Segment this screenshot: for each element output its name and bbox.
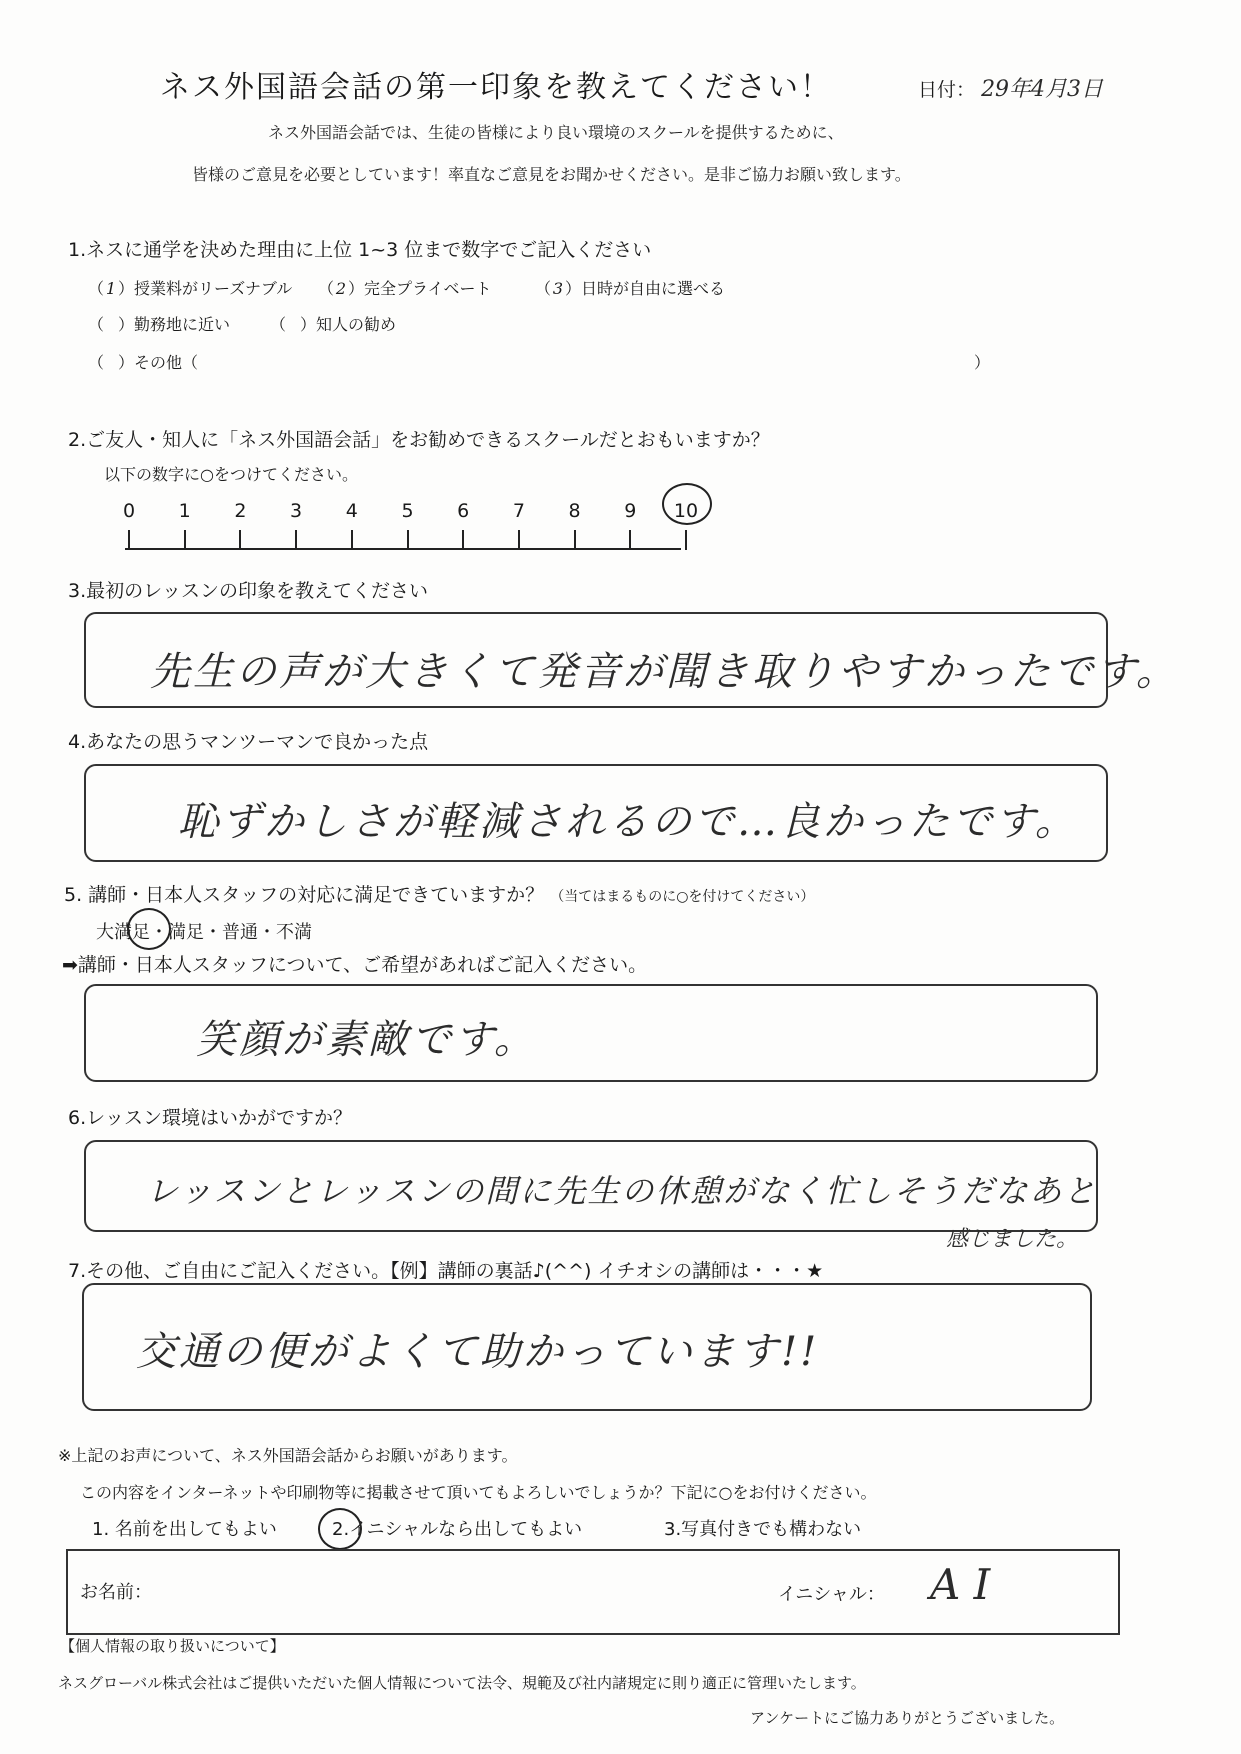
q1-option-text: 完全プライベート [364, 279, 492, 298]
q1-option-text: 授業料がリーズナブル [134, 279, 293, 298]
q2-scale-tick [184, 530, 186, 550]
q1-rank-1[interactable]: 1 [105, 279, 117, 298]
q1-option-1: （ 1 ）授業料がリーズナブル [88, 279, 293, 298]
q1-label: 1.ネスに通学を決めた理由に上位 1~3 位まで数字でご記入ください [68, 239, 652, 261]
q2-scale-tick [128, 530, 130, 550]
intro-line-1: ネス外国語会話では、生徒の皆様により良い環境のスクールを提供するために、 [268, 123, 844, 142]
q2-scale-tick [351, 530, 353, 550]
q5-option-dissatisfied[interactable]: 不満 [276, 922, 312, 943]
q2-scale-number[interactable]: 7 [512, 500, 525, 522]
q1-rank-3[interactable]: 3 [552, 279, 564, 298]
q2-scale-number[interactable]: 4 [345, 500, 358, 522]
q2-scale-line [125, 548, 681, 550]
q2-scale-tick [407, 530, 409, 550]
consent-option-1[interactable]: 1. 名前を出してもよい [92, 1519, 277, 1540]
q1-rank-2[interactable]: 2 [335, 279, 347, 298]
q2-selection-circle [662, 483, 712, 525]
q2-scale-tick [462, 530, 464, 550]
q1-option-6: （ ）その他（ [88, 353, 199, 372]
privacy-text: ネスグローバル株式会社はご提供いただいた個人情報について法令、規範及び社内諸規定に則り適正に管理いたします。 [58, 1674, 866, 1692]
q3-label: 3.最初のレッスンの印象を教えてください [68, 580, 428, 602]
q2-scale-tick [629, 530, 631, 550]
q6-answer-continued: 感じました。 [946, 1227, 1079, 1252]
q2-scale-number[interactable]: 10 [673, 500, 699, 522]
q4-answer: 恥ずかしさが軽減されるので…良かったです。 [178, 799, 1078, 845]
consent-question: この内容をインターネットや印刷物等に掲載させて頂いてもよろしいでしょうか？下記に○をお付けください。 [80, 1483, 877, 1502]
consent-option-3[interactable]: 3.写真付きでも構わない [664, 1519, 862, 1540]
q2-scale-number[interactable]: 3 [290, 500, 303, 522]
q5-followup: ➡講師・日本人スタッフについて、ご希望があればご記入ください。 [62, 954, 648, 976]
q2-scale-number[interactable]: 1 [178, 500, 191, 522]
q1-option-text: 勤務地に近い [134, 315, 231, 334]
q5-option-satisfied[interactable]: 満足 [168, 922, 204, 943]
consent-selection-circle [318, 1508, 362, 1550]
q2-scale-tick [239, 530, 241, 550]
page-title: ネス外国語会話の第一印象を教えてください！ [160, 70, 832, 105]
footer-thanks: アンケートにご協力ありがとうございました。 [750, 1709, 1065, 1727]
q5-label-text: 5. 講師・日本人スタッフの対応に満足できていますか？ [64, 884, 545, 906]
q2-scale-number[interactable]: 0 [122, 500, 136, 522]
name-label: お名前： [80, 1582, 152, 1603]
q2-label: 2.ご友人・知人に「ネス外国語会話」をお勧めできるスクールだとおもいますか？ [68, 429, 770, 451]
q5-option-average[interactable]: 普通 [222, 922, 258, 943]
q5-option-very-satisfied[interactable]: 大満足 [96, 922, 150, 943]
q1-option-2: （ 2 ）完全プライベート [318, 279, 492, 298]
q1-option-5: （ ）知人の勧め [270, 315, 397, 334]
consent-option-2[interactable]: 2.イニシャルなら出してもよい [332, 1519, 583, 1540]
q5-label [64, 880, 814, 907]
q2-scale-number[interactable]: 6 [457, 500, 470, 522]
consent-note: ※上記のお声について、ネス外国語会話からお願いがあります。 [58, 1446, 518, 1465]
q4-label: 4.あなたの思うマンツーマンで良かった点 [68, 731, 429, 753]
initial-label: イニシャル： [778, 1584, 885, 1605]
q1-option-text: 知人の勧め [316, 315, 397, 334]
q2-scale-number[interactable]: 2 [234, 500, 247, 522]
q1-option-4: （ ）勤務地に近い [88, 315, 231, 334]
q6-answer: レッスンとレッスンの間に先生の休憩がなく忙しそうだなあと [146, 1172, 1098, 1210]
q3-answer: 先生の声が大きくて発音が聞き取りやすかったです。 [150, 649, 1179, 695]
q5-selection-circle [127, 908, 171, 950]
q2-scale-number[interactable]: 5 [401, 500, 414, 522]
initial-value[interactable]: A I [930, 1560, 991, 1609]
q1-option-text: その他（ [134, 353, 199, 372]
q2-scale-tick [518, 530, 520, 550]
q5-answer: 笑顔が素敵です。 [196, 1017, 537, 1063]
q7-answer: 交通の便がよくて助かっています!! [136, 1329, 820, 1375]
privacy-heading: 【個人情報の取り扱いについて】 [60, 1637, 285, 1655]
q1-option-text: 日時が自由に選べる [581, 279, 726, 298]
q5-label-note: （当てはまるものに○を付けてください） [550, 889, 815, 905]
q5-options: 大満足・満足・普通・不満 [96, 922, 312, 943]
q2-sub: 以下の数字に○をつけてください。 [104, 465, 358, 484]
q1-option-3: （ 3 ）日時が自由に選べる [535, 279, 726, 298]
q1-other-close-paren: ） [974, 353, 991, 372]
intro-line-2: 皆様のご意見を必要としています！率直なご意見をお聞かせください。是非ご協力お願い致します。 [192, 165, 911, 184]
q7-label: 7.その他、ご自由にご記入ください。【例】講師の裏話♪(^^) イチオシの講師は・・・★ [68, 1260, 824, 1282]
q2-scale-number[interactable]: 8 [568, 500, 581, 522]
name-input[interactable] [180, 1570, 680, 1606]
date-field [918, 72, 1103, 103]
date-value: 29年4月3日 [981, 77, 1104, 102]
q2-scale-tick [295, 530, 297, 550]
q6-label: 6.レッスン環境はいかがですか？ [68, 1107, 352, 1129]
q2-scale-tick [574, 530, 576, 550]
q2-scale-tick [685, 530, 687, 550]
date-label: 日付： [918, 79, 976, 101]
q2-scale-number[interactable]: 9 [624, 500, 637, 522]
